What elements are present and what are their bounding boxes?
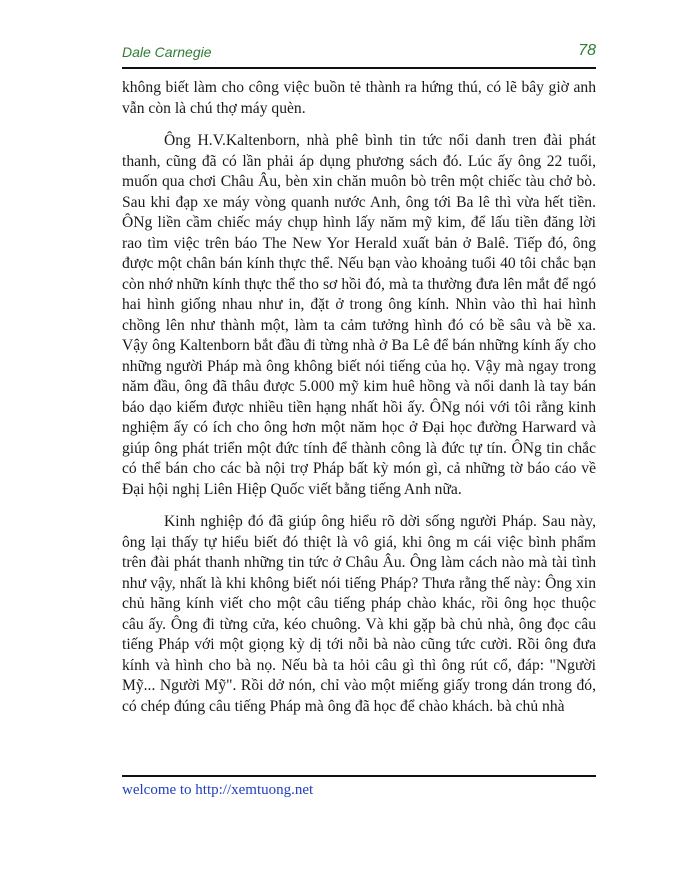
footer-link[interactable]: welcome to http://xemtuong.net [122,782,314,798]
paragraph-continuation: không biết làm cho công việc buồn tẻ thành ra hứng thú, có lẽ bây giờ anh vẫn còn là chú thợ máy quèn. [122,79,596,117]
header-divider [122,67,596,69]
paragraph-experience: Kinh nghiệp đó đã giúp ông hiểu rõ dời sống người Pháp. Sau này, ông lại thấy tự hiểu biết đó thiệt là vô giá, khi ông m cái việc bình phẩm trên đài phát thanh những tin tức ở Châu Âu. Ông làm cách nào mà tài tình như vậy, nhất là khi không biết nói tiếng Pháp? Thưa rằng thế này: Ông xin chủ hãng kính viết cho một câu tiếng pháp chào khác, rồi ông học thuộc câu ấy. Ông đi từng cửa, kéo chuông. Và khi gặp bà chủ nhà, ông đọc câu tiếng Pháp với một giọng kỳ dị tới nỗi bà nào cũng tức cười. Rồi ông đưa kính và hình cho bà nọ. Nếu bà ta hỏi câu gì thì ông rút cổ, đáp: "Người Mỹ... Người Mỹ". Rồi dở nón, chỉ vào một miếng giấy trong dán trong đó, có chép đúng câu tiếng Pháp mà ông đã học để chào khách. bà chủ nhà [122,513,596,715]
header-author: Dale Carnegie [122,44,212,60]
body-text [122,78,596,729]
page-number: 78 [578,42,596,59]
footer-divider [122,775,596,777]
paragraph-kaltenborn: Ông H.V.Kaltenborn, nhà phê bình tin tức nổi danh tren đài phát thanh, cũng đã có lần phải áp dụng phương sách đó. Lúc ấy ông 22 tuổi, muốn qua chơi Châu Âu, bèn xin chăn muôn bò trên một chiếc tàu chở bò. Sau khi đạp xe máy vòng quanh nước Anh, ông tới Ba lê thì vừa hết tiền. ÔNg liền cầm chiếc máy chụp hình lấy năm mỹ kim, để lấu tiền đăng lời rao tìm việc trên báo The New Yor Herald xuất bản ở Balê. Tiếp đó, ông được một chân bán kính thực thể. Nếu bạn vào khoảng tuổi 40 tôi chắc bạn còn nhớ nhữn kính thực thể tho sơ hồi đó, mà ta thường đưa lên mắt để ngó hai hình giống nhau như in, đặt ở trong ông kính. Nhìn vào thì hai hình chồng lên như thành một, làm ta cảm tưởng hình đó có bề sâu và bề xa. Vậy ông Kaltenborn bắt đầu đi từng nhà ở Ba Lê để bán những kính ấy cho những người Pháp mà ông không biết nói tiếng của họ. Vậy mà ngay trong năm đầu, ông đã thâu được 5.000 mỹ kim huê hồng và nổi danh là tay bán báo dạo kiếm được nhiều tiền hạng nhất hồi ấy. ÔNg nói với tôi rằng kinh nghiệm ấy có ích cho ông hơn một năm học ở Đại học đường Harward và giúp ông phát triển một đức tính để thành công là đức tự tín. ÔNg tin chắc có thể bán cho các bà nội trợ Pháp bất kỳ món gì, cả những tờ báo cáo về Đại hội nghị Liên Hiệp Quốc viết bằng tiếng Anh nữa. [122,132,596,498]
page-header [122,42,596,68]
